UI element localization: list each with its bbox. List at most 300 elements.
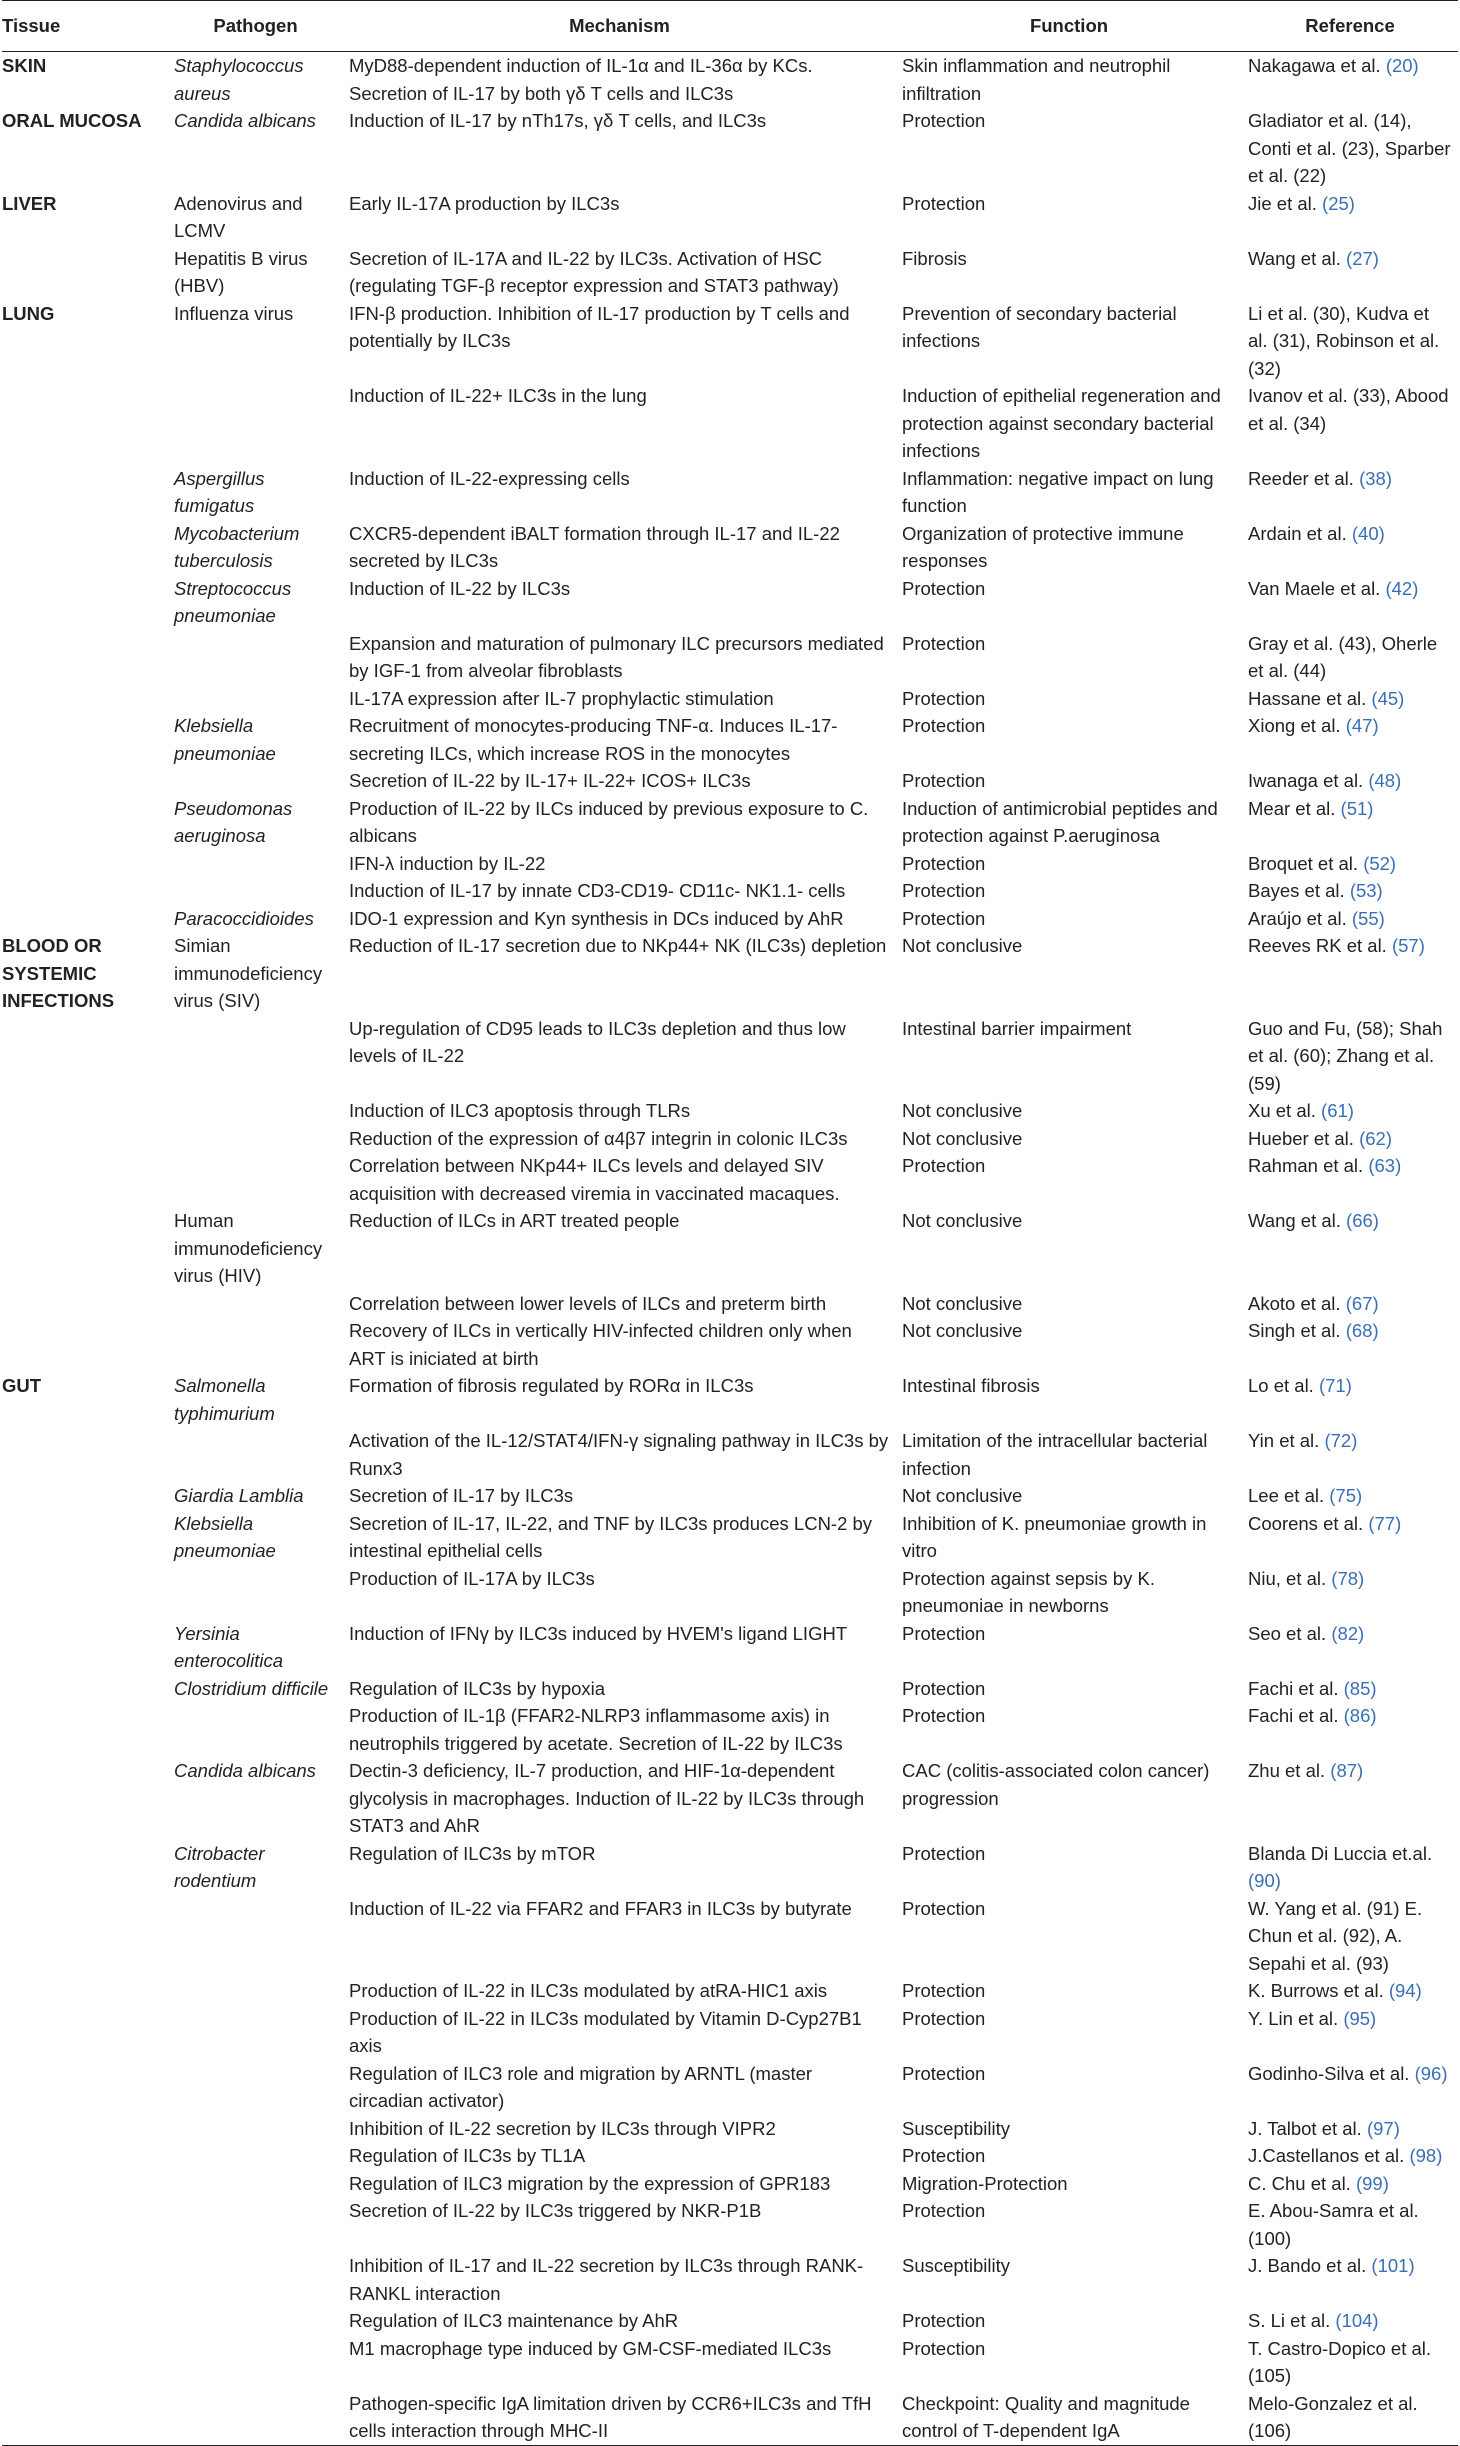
function-cell: Skin inflammation and neutrophil infiltration [902, 55, 1171, 104]
pathogen-cell [168, 2060, 343, 2115]
pathogen-cell: Yersinia enterocolitica [174, 1622, 284, 1671]
reference-text: Iwanaga et al. [1248, 770, 1364, 791]
reference-cell [1242, 1702, 1458, 1757]
reference-cell [1242, 2307, 1458, 2335]
reference-text: Rahman et al. [1248, 1155, 1364, 1176]
pathogen-cell: Candida albicans [174, 110, 316, 131]
function-cell: Protection [902, 1155, 986, 1176]
reference-link[interactable]: (85) [1343, 1677, 1377, 1699]
table-row [2, 300, 1458, 383]
function-cell: Migration-Protection [902, 2172, 1068, 2194]
reference-text: Hueber et al. [1248, 1127, 1354, 1149]
mechanism-cell: Activation of the IL-12/STAT4/IFN-γ signaling pathway in ILC3s by Runx3 [349, 1430, 889, 1479]
table-row [2, 1290, 1458, 1318]
reference-link[interactable]: (96) [1414, 2062, 1448, 2084]
table-row [2, 905, 1458, 933]
reference-cell [1242, 2005, 1458, 2060]
tissue-cell [2, 382, 168, 465]
table-row [2, 1152, 1458, 1207]
reference-cell [1242, 2142, 1458, 2170]
table-row [2, 52, 1458, 108]
function-cell: Protection [902, 577, 986, 599]
reference-cell [1242, 575, 1458, 630]
function-cell: Induction of antimicrobial peptides and protection against P.aeruginosa [902, 797, 1218, 846]
tissue-cell [2, 1152, 168, 1207]
table-row [2, 932, 1458, 1015]
function-cell: Not conclusive [902, 935, 1023, 956]
mechanism-cell: IFN-β production. Inhibition of IL-17 production by T cells and potentially by ILC3s [349, 302, 850, 351]
reference-link[interactable]: (71) [1318, 1375, 1352, 1396]
function-cell: Not conclusive [902, 1485, 1023, 1506]
reference-link[interactable]: (95) [1343, 2007, 1377, 2029]
mechanism-cell: Secretion of IL-17, IL-22, and TNF by ILC3s produces LCN-2 by intestinal epithelial cells [349, 1512, 873, 1561]
reference-cell [1242, 850, 1458, 878]
pathogen-cell [168, 2390, 343, 2446]
tissue-cell [2, 1977, 168, 2005]
pathogen-cell [168, 2307, 343, 2335]
reference-link[interactable]: (61) [1321, 1100, 1354, 1121]
tissue-cell: LUNG [2, 302, 55, 324]
reference-text: Hassane et al. [1248, 687, 1367, 709]
reference-text: J. Talbot et al. [1248, 2117, 1362, 2139]
mechanism-cell: Secretion of IL-22 by IL-17+ IL-22+ ICOS+ ILC3s [349, 770, 751, 791]
pathogen-cell [168, 1290, 343, 1318]
tissue-cell: LIVER [2, 192, 57, 214]
reference-link[interactable]: (47) [1345, 715, 1379, 736]
mechanism-cell: Induction of ILC3 apoptosis through TLRs [349, 1100, 691, 1121]
table-row [2, 245, 1458, 300]
table-row [2, 1620, 1458, 1675]
mechanism-cell: Production of IL-17A by ILC3s [349, 1567, 595, 1589]
header-reference: Reference [1242, 1, 1458, 52]
reference-text: Singh et al. [1248, 1320, 1341, 1341]
reference-link[interactable]: (20) [1385, 55, 1419, 76]
function-cell: Not conclusive [902, 1320, 1023, 1341]
table-row [2, 1427, 1458, 1482]
reference-link[interactable]: (51) [1340, 797, 1374, 819]
tissue-cell [2, 2170, 168, 2198]
mechanism-cell: Correlation between NKp44+ ILCs levels and delayed SIV acquisition with decreased viremia in vaccinated macaques. [349, 1155, 840, 1204]
reference-text: Li et al. (30), Kudva et al. (31), Robinson et al. (32) [1248, 302, 1440, 379]
pathogen-cell [168, 1152, 343, 1207]
reference-cell [1242, 1372, 1458, 1427]
function-cell: Protection [902, 1622, 986, 1644]
tissue-cell [2, 2060, 168, 2115]
reference-link[interactable]: (94) [1388, 1980, 1422, 2001]
reference-cell [1242, 1565, 1458, 1620]
tissue-cell [2, 1675, 168, 1703]
tissue-cell [2, 2307, 168, 2335]
mechanism-cell: Induction of IL-22 via FFAR2 and FFAR3 in ILC3s by butyrate [349, 1897, 852, 1919]
reference-text: Xu et al. [1248, 1100, 1316, 1121]
reference-cell [1242, 905, 1458, 933]
function-cell: Limitation of the intracellular bacterial infection [902, 1430, 1208, 1479]
header-tissue: Tissue [2, 1, 168, 52]
mechanism-cell: M1 macrophage type induced by GM-CSF-mediated ILC3s [349, 2337, 832, 2359]
tissue-cell [2, 850, 168, 878]
pathogen-cell: Salmonella typhimurium [174, 1375, 275, 1424]
reference-text: Broquet et al. [1248, 852, 1359, 874]
function-cell: Checkpoint: Quality and magnitude control of T-dependent IgA [896, 2390, 1242, 2446]
function-cell: Protection [902, 852, 986, 874]
pathogen-cell: Giardia Lamblia [174, 1485, 304, 1506]
tissue-cell [2, 1840, 168, 1895]
tissue-cell [2, 2197, 168, 2252]
reference-cell [1242, 245, 1458, 300]
pathogen-cell: Adenovirus and LCMV [174, 192, 303, 241]
reference-cell [1242, 1317, 1458, 1372]
tissue-cell [2, 1207, 168, 1290]
reference-link[interactable]: (87) [1330, 1760, 1364, 1781]
pathogen-cell [168, 1702, 343, 1757]
table-row [2, 1097, 1458, 1125]
pathogen-cell: Aspergillus fumigatus [174, 467, 265, 516]
reference-link[interactable]: (97) [1366, 2117, 1400, 2139]
reference-text: C. Chu et al. [1248, 2172, 1351, 2194]
tissue-cell [2, 1125, 168, 1153]
tissue-cell [2, 1482, 168, 1510]
reference-text: Xiong et al. [1248, 715, 1341, 736]
table-row [2, 1565, 1458, 1620]
reference-link[interactable]: (90) [1248, 1870, 1281, 1891]
tissue-cell [2, 1097, 168, 1125]
pathogen-cell [168, 1015, 343, 1098]
reference-link[interactable]: (86) [1343, 1705, 1377, 1726]
pathogen-cell [168, 1125, 343, 1153]
tissue-cell [2, 465, 168, 520]
table-row [2, 520, 1458, 575]
pathogen-cell [168, 1895, 343, 1978]
reference-link[interactable]: (78) [1331, 1567, 1365, 1589]
reference-cell [1242, 1757, 1458, 1840]
tissue-cell [2, 2252, 168, 2307]
tissue-cell [2, 905, 168, 933]
reference-link[interactable]: (82) [1331, 1622, 1365, 1644]
table-row [2, 1977, 1458, 2005]
reference-cell [1242, 795, 1458, 850]
mechanism-cell: Secretion of IL-22 by ILC3s triggered by NKR-P1B [349, 2200, 762, 2221]
reference-link[interactable]: (104) [1335, 2310, 1379, 2331]
function-cell: Protection [902, 2200, 986, 2221]
pathogen-cell: Candida albicans [174, 1760, 316, 1781]
reference-link[interactable]: (99) [1355, 2172, 1389, 2194]
pathogen-cell [168, 1097, 343, 1125]
reference-text: J. Bando et al. [1248, 2255, 1367, 2276]
tissue-cell [2, 1290, 168, 1318]
mechanism-cell: IFN-λ induction by IL-22 [349, 852, 546, 874]
pathogen-cell: Streptococcus pneumoniae [174, 577, 292, 626]
mechanism-cell: Regulation of ILC3s by hypoxia [349, 1677, 606, 1699]
mechanism-cell: IDO-1 expression and Kyn synthesis in DCs induced by AhR [349, 907, 844, 929]
reference-link[interactable]: (67) [1345, 1292, 1379, 1314]
reference-cell [1242, 1977, 1458, 2005]
reference-link[interactable]: (38) [1359, 467, 1392, 489]
mechanism-cell: Regulation of ILC3s by mTOR [349, 1842, 596, 1864]
tissue-cell [2, 795, 168, 850]
reference-cell [1242, 712, 1458, 767]
table-row [2, 1125, 1458, 1153]
table-row [2, 2252, 1458, 2307]
tissue-cell [2, 2115, 168, 2143]
tissue-cell [2, 2390, 168, 2446]
reference-text: Ardain et al. [1248, 522, 1347, 544]
pathogen-cell [168, 2252, 343, 2307]
header-pathogen: Pathogen [168, 1, 343, 52]
table-row [2, 630, 1458, 685]
table-row [2, 850, 1458, 878]
pathogen-cell [168, 877, 343, 905]
reference-text: E. Abou-Samra et al. (100) [1248, 2200, 1419, 2249]
pathogen-cell [168, 1977, 343, 2005]
pathogen-cell: Mycobacterium tuberculosis [174, 522, 300, 571]
function-cell: Protection [902, 2007, 986, 2029]
table-row [2, 465, 1458, 520]
mechanism-cell: Induction of IL-22+ ILC3s in the lung [349, 385, 647, 406]
function-cell: Protection [902, 880, 986, 901]
reference-link[interactable]: (101) [1371, 2255, 1415, 2276]
reference-link[interactable]: (75) [1329, 1485, 1363, 1506]
function-cell: Not conclusive [902, 1292, 1023, 1314]
table-row [2, 575, 1458, 630]
mechanism-cell: Early IL-17A production by ILC3s [349, 192, 620, 214]
mechanism-cell: Formation of fibrosis regulated by RORα in ILC3s [349, 1375, 754, 1396]
reference-link[interactable]: (45) [1371, 687, 1405, 709]
pathogen-cell: Pseudomonas aeruginosa [174, 797, 293, 846]
function-cell: Protection [902, 110, 986, 131]
pathogen-cell: Klebsiella pneumoniae [174, 715, 276, 764]
function-cell: Protection [902, 1677, 986, 1699]
reference-text: K. Burrows et al. [1248, 1980, 1384, 2001]
mechanism-cell: Secretion of IL-17A and IL-22 by ILC3s. Activation of HSC (regulating TGF-β receptor expression and STAT3 pathway) [349, 247, 839, 296]
mechanism-cell: Pathogen-specific IgA limitation driven by CCR6+ILC3s and TfH cells interaction through MHC-II [343, 2390, 896, 2446]
function-cell: Not conclusive [902, 1210, 1023, 1231]
table-row [2, 685, 1458, 713]
mechanism-cell: IL-17A expression after IL-7 prophylactic stimulation [349, 687, 774, 709]
mechanism-cell: Induction of IL-22 by ILC3s [349, 577, 571, 599]
pathogen-cell [168, 1427, 343, 1482]
table-row [2, 1757, 1458, 1840]
mechanism-cell: Production of IL-22 by ILCs induced by previous exposure to C. albicans [349, 797, 869, 846]
table-row [2, 2390, 1458, 2446]
pathogen-cell: Hepatitis B virus (HBV) [174, 247, 308, 296]
mechanism-cell: Induction of IL-22-expressing cells [349, 467, 630, 489]
table-row [2, 2197, 1458, 2252]
reference-text: Zhu et al. [1248, 1760, 1326, 1781]
reference-text: Guo and Fu, (58); Shah et al. (60); Zhang et al. (59) [1248, 1017, 1443, 1094]
reference-cell [1242, 1482, 1458, 1510]
tissue-cell [2, 1427, 168, 1482]
reference-link[interactable]: (25) [1322, 192, 1355, 214]
pathogen-cell [168, 767, 343, 795]
reference-cell [1242, 1152, 1458, 1207]
tissue-cell [2, 2335, 168, 2390]
reference-cell [1242, 1895, 1458, 1978]
pathogen-cell [168, 630, 343, 685]
function-cell: Not conclusive [902, 1127, 1023, 1149]
reference-text: Ivanov et al. (33), Abood et al. (34) [1248, 385, 1449, 434]
reference-cell [1242, 630, 1458, 685]
reference-cell [1242, 300, 1458, 383]
function-cell: Protection [902, 1897, 986, 1919]
tissue-cell [2, 877, 168, 905]
reference-cell [1242, 932, 1458, 1015]
reference-cell [1242, 2390, 1458, 2446]
header-mechanism: Mechanism [343, 1, 896, 52]
reference-text: Niu, et al. [1248, 1567, 1327, 1589]
table-row [2, 382, 1458, 465]
reference-text: Akoto et al. [1248, 1292, 1341, 1314]
table-row [2, 1015, 1458, 1098]
function-cell: Protection [902, 1842, 986, 1864]
reference-link[interactable]: (63) [1368, 1155, 1402, 1176]
mechanism-cell: Regulation of ILC3 role and migration by ARNTL (master circadian activator) [349, 2062, 813, 2111]
tissue-cell [2, 1702, 168, 1757]
reference-link[interactable]: (27) [1346, 247, 1379, 269]
reference-cell [1242, 1015, 1458, 1098]
pathogen-cell: Influenza virus [174, 302, 294, 324]
tissue-cell [2, 2005, 168, 2060]
function-cell: Protection [902, 770, 986, 791]
tissue-cell [2, 1510, 168, 1565]
mechanism-cell: Regulation of ILC3 migration by the expression of GPR183 [349, 2172, 831, 2194]
mechanism-cell: Reduction of the expression of α4β7 integrin in colonic ILC3s [349, 1127, 848, 1149]
reference-link[interactable]: (53) [1349, 880, 1383, 901]
tissue-cell: BLOOD OR SYSTEMIC INFECTIONS [2, 935, 115, 1011]
table-row [2, 1317, 1458, 1372]
mechanism-cell: Production of IL-1β (FFAR2-NLRP3 inflammasome axis) in neutrophils triggered by acetate. Secretion of IL-22 by ILC3s [349, 1705, 843, 1754]
reference-link[interactable]: (66) [1346, 1210, 1379, 1231]
reference-text: W. Yang et al. (91) E. Chun et al. (92), A. Sepahi et al. (93) [1248, 1897, 1423, 1974]
reference-link[interactable]: (48) [1368, 770, 1402, 791]
function-cell: Inhibition of K. pneumoniae growth in vitro [902, 1512, 1207, 1561]
mechanism-cell: Induction of IL-17 by innate CD3-CD19- CD11c- NK1.1- cells [349, 880, 846, 901]
tissue-cell [2, 712, 168, 767]
table-row [2, 1702, 1458, 1757]
reference-link[interactable]: (77) [1368, 1512, 1402, 1534]
mechanism-cell: Regulation of ILC3s by TL1A [349, 2145, 586, 2166]
reference-link[interactable]: (57) [1391, 935, 1425, 956]
table-row [2, 767, 1458, 795]
reference-cell [1242, 1125, 1458, 1153]
tissue-cell [2, 1620, 168, 1675]
function-cell: Intestinal barrier impairment [902, 1017, 1132, 1039]
reference-cell [1242, 190, 1458, 245]
reference-link[interactable]: (52) [1363, 852, 1397, 874]
mechanism-cell: Reduction of ILCs in ART treated people [349, 1210, 680, 1231]
reference-text: Lee et al. [1248, 1485, 1325, 1506]
reference-text: J.Castellanos et al. [1248, 2145, 1405, 2166]
reference-cell [1242, 382, 1458, 465]
mechanism-cell: MyD88-dependent induction of IL-1α and IL-36α by KCs. Secretion of IL-17 by both γδ T cells and ILC3s [349, 55, 813, 104]
pathogen-cell: Simian immunodeficiency virus (SIV) [174, 935, 323, 1011]
pathogen-cell [168, 850, 343, 878]
reference-text: Reeder et al. [1248, 467, 1354, 489]
reference-cell [1242, 877, 1458, 905]
function-cell: Induction of epithelial regeneration and protection against secondary bacterial infections [902, 385, 1221, 461]
tissue-cell [2, 630, 168, 685]
reference-link[interactable]: (55) [1351, 907, 1385, 929]
table-row [2, 1510, 1458, 1565]
reference-text: Wang et al. [1248, 247, 1341, 269]
tissue-cell: SKIN [2, 55, 47, 76]
reference-text: Godinho-Silva et al. [1248, 2062, 1410, 2084]
mechanism-table [2, 0, 1458, 2446]
reference-link[interactable]: (42) [1385, 577, 1419, 599]
function-cell: Protection [902, 192, 986, 214]
pathogen-cell [168, 2197, 343, 2252]
reference-text: Seo et al. [1248, 1622, 1327, 1644]
reference-link[interactable]: (40) [1351, 522, 1385, 544]
reference-link[interactable]: (62) [1359, 1127, 1392, 1149]
function-cell: Protection [902, 2310, 986, 2331]
reference-cell [1242, 520, 1458, 575]
pathogen-cell [168, 685, 343, 713]
mechanism-cell: Induction of IL-17 by nTh17s, γδ T cells, and ILC3s [349, 110, 767, 131]
table-row [2, 2115, 1458, 2143]
reference-text: Melo-Gonzalez et al. (106) [1248, 2392, 1418, 2441]
pathogen-cell [168, 1317, 343, 1372]
table-row [2, 190, 1458, 245]
reference-cell [1242, 685, 1458, 713]
table-row [2, 107, 1458, 190]
function-cell: Organization of protective immune responses [902, 522, 1184, 571]
function-cell: Protection [902, 1705, 986, 1726]
reference-cell [1242, 465, 1458, 520]
mechanism-cell: Recovery of ILCs in vertically HIV-infected children only when ART is iniciated at birth [349, 1320, 852, 1369]
mechanism-cell: Reduction of IL-17 secretion due to NKp44+ NK (ILC3s) depletion [349, 935, 887, 956]
tissue-cell [2, 1317, 168, 1372]
function-cell: Protection against sepsis by K. pneumoniae in newborns [902, 1567, 1155, 1616]
reference-text: Araújo et al. [1248, 907, 1347, 929]
reference-link[interactable]: (98) [1409, 2145, 1443, 2166]
pathogen-cell [168, 382, 343, 465]
mechanism-cell: Recruitment of monocytes-producing TNF-α. Induces IL-17-secreting ILCs, which increase ROS in the monocytes [349, 715, 838, 764]
reference-text: Fachi et al. [1248, 1677, 1339, 1699]
reference-text: Jie et al. [1248, 192, 1317, 214]
reference-cell [1242, 52, 1458, 108]
function-cell: Protection [902, 907, 986, 929]
reference-link[interactable]: (68) [1345, 1320, 1379, 1341]
reference-text: Blanda Di Luccia et.al. [1248, 1842, 1433, 1864]
tissue-cell [2, 1757, 168, 1840]
mechanism-cell: Secretion of IL-17 by ILC3s [349, 1485, 574, 1506]
mechanism-cell: Inhibition of IL-17 and IL-22 secretion by ILC3s through RANK-RANKL interaction [349, 2255, 864, 2304]
reference-text: Bayes et al. [1248, 880, 1345, 901]
table-header [2, 1, 1458, 52]
mechanism-cell: Correlation between lower levels of ILCs and preterm birth [349, 1292, 827, 1314]
pathogen-cell: Human immunodeficiency virus (HIV) [174, 1210, 323, 1286]
table-row [2, 2170, 1458, 2198]
tissue-cell [2, 1015, 168, 1098]
reference-cell [1242, 1675, 1458, 1703]
pathogen-cell [168, 2142, 343, 2170]
reference-cell [1242, 1840, 1458, 1895]
reference-cell [1242, 767, 1458, 795]
function-cell: CAC (colitis-associated colon cancer) progression [902, 1760, 1210, 1809]
reference-cell [1242, 2060, 1458, 2115]
table-row [2, 2005, 1458, 2060]
tissue-cell [2, 245, 168, 300]
reference-text: Coorens et al. [1248, 1512, 1364, 1534]
reference-cell [1242, 2335, 1458, 2390]
function-cell: Fibrosis [902, 247, 967, 269]
mechanism-cell: Regulation of ILC3 maintenance by AhR [349, 2310, 679, 2331]
reference-text: Y. Lin et al. [1248, 2007, 1339, 2029]
reference-link[interactable]: (72) [1324, 1430, 1358, 1451]
reference-cell [1242, 2197, 1458, 2252]
reference-text: Van Maele et al. [1248, 577, 1381, 599]
tissue-cell [2, 685, 168, 713]
